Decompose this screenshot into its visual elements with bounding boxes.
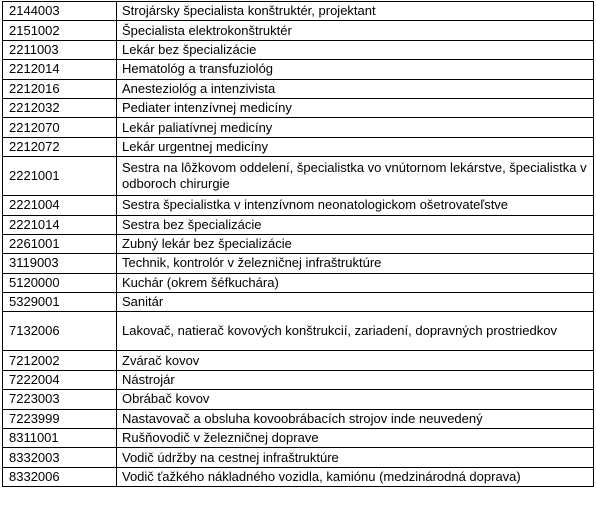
occupation-code: 8311001 bbox=[3, 429, 117, 448]
occupation-code: 2144003 bbox=[3, 2, 117, 21]
occupation-code: 2151002 bbox=[3, 21, 117, 40]
table-row bbox=[3, 157, 594, 196]
occupation-table-body bbox=[3, 2, 594, 487]
occupation-name: Rušňovodič v železničnej doprave bbox=[117, 429, 594, 448]
table-row bbox=[3, 118, 594, 137]
table-row bbox=[3, 370, 594, 389]
occupation-name: Zubný lekár bez špecializácie bbox=[117, 234, 594, 253]
occupation-name: Technik, kontrolór v železničnej infraštruktúre bbox=[117, 254, 594, 273]
table-row bbox=[3, 40, 594, 59]
occupation-name: Sestra bez špecializácie bbox=[117, 215, 594, 234]
occupation-name: Obrábač kovov bbox=[117, 390, 594, 409]
occupation-name: Lakovač, natierač kovových konštrukcií, zariadení, dopravných prostriedkov bbox=[117, 312, 594, 351]
occupation-name: Nástrojár bbox=[117, 370, 594, 389]
occupation-code: 2221001 bbox=[3, 157, 117, 196]
table-row bbox=[3, 21, 594, 40]
table-row bbox=[3, 215, 594, 234]
occupation-code: 2261001 bbox=[3, 234, 117, 253]
occupation-code: 2211003 bbox=[3, 40, 117, 59]
occupation-name: Lekár paliatívnej medicíny bbox=[117, 118, 594, 137]
occupation-code: 2212014 bbox=[3, 60, 117, 79]
occupation-code: 5120000 bbox=[3, 273, 117, 292]
occupation-name: Zvárač kovov bbox=[117, 351, 594, 370]
table-row bbox=[3, 2, 594, 21]
table-row bbox=[3, 196, 594, 215]
table-row bbox=[3, 351, 594, 370]
occupation-name: Sestra špecialistka v intenzívnom neonatologickom ošetrovateľstve bbox=[117, 196, 594, 215]
occupation-code: 7222004 bbox=[3, 370, 117, 389]
table-row bbox=[3, 254, 594, 273]
table-row bbox=[3, 293, 594, 312]
table-row bbox=[3, 448, 594, 467]
table-row bbox=[3, 273, 594, 292]
table-row bbox=[3, 79, 594, 98]
occupation-name: Anesteziológ a intenzivista bbox=[117, 79, 594, 98]
table-row bbox=[3, 467, 594, 486]
occupation-code: 7223999 bbox=[3, 409, 117, 428]
table-row bbox=[3, 409, 594, 428]
occupation-code: 2212016 bbox=[3, 79, 117, 98]
table-row bbox=[3, 137, 594, 156]
table-row bbox=[3, 429, 594, 448]
occupation-code: 3119003 bbox=[3, 254, 117, 273]
occupation-name: Nastavovač a obsluha kovoobrábacích strojov inde neuvedený bbox=[117, 409, 594, 428]
table-row bbox=[3, 234, 594, 253]
occupation-code: 2221004 bbox=[3, 196, 117, 215]
occupation-code: 8332003 bbox=[3, 448, 117, 467]
occupation-code: 2221014 bbox=[3, 215, 117, 234]
occupation-name: Špecialista elektrokonštruktér bbox=[117, 21, 594, 40]
table-row bbox=[3, 390, 594, 409]
occupation-name: Pediater intenzívnej medicíny bbox=[117, 98, 594, 117]
occupation-code: 5329001 bbox=[3, 293, 117, 312]
occupation-name: Vodič ťažkého nákladného vozidla, kamiónu (medzinárodná doprava) bbox=[117, 467, 594, 486]
occupation-name: Strojársky špecialista konštruktér, projektant bbox=[117, 2, 594, 21]
occupation-code: 8332006 bbox=[3, 467, 117, 486]
occupation-table bbox=[2, 1, 594, 487]
occupation-name: Lekár bez špecializácie bbox=[117, 40, 594, 59]
occupation-code: 7223003 bbox=[3, 390, 117, 409]
occupation-code: 2212070 bbox=[3, 118, 117, 137]
table-row bbox=[3, 60, 594, 79]
occupation-name: Kuchár (okrem šéfkuchára) bbox=[117, 273, 594, 292]
occupation-name: Lekár urgentnej medicíny bbox=[117, 137, 594, 156]
occupation-code: 7212002 bbox=[3, 351, 117, 370]
table-row bbox=[3, 312, 594, 351]
occupation-name: Sanitár bbox=[117, 293, 594, 312]
table-row bbox=[3, 98, 594, 117]
occupation-name: Sestra na lôžkovom oddelení, špecialistka vo vnútornom lekárstve, špecialistka v odboroch chirurgie bbox=[117, 157, 594, 196]
occupation-name: Hematológ a transfuziológ bbox=[117, 60, 594, 79]
occupation-code: 7132006 bbox=[3, 312, 117, 351]
occupation-code: 2212032 bbox=[3, 98, 117, 117]
occupation-code: 2212072 bbox=[3, 137, 117, 156]
occupation-name: Vodič údržby na cestnej infraštruktúre bbox=[117, 448, 594, 467]
